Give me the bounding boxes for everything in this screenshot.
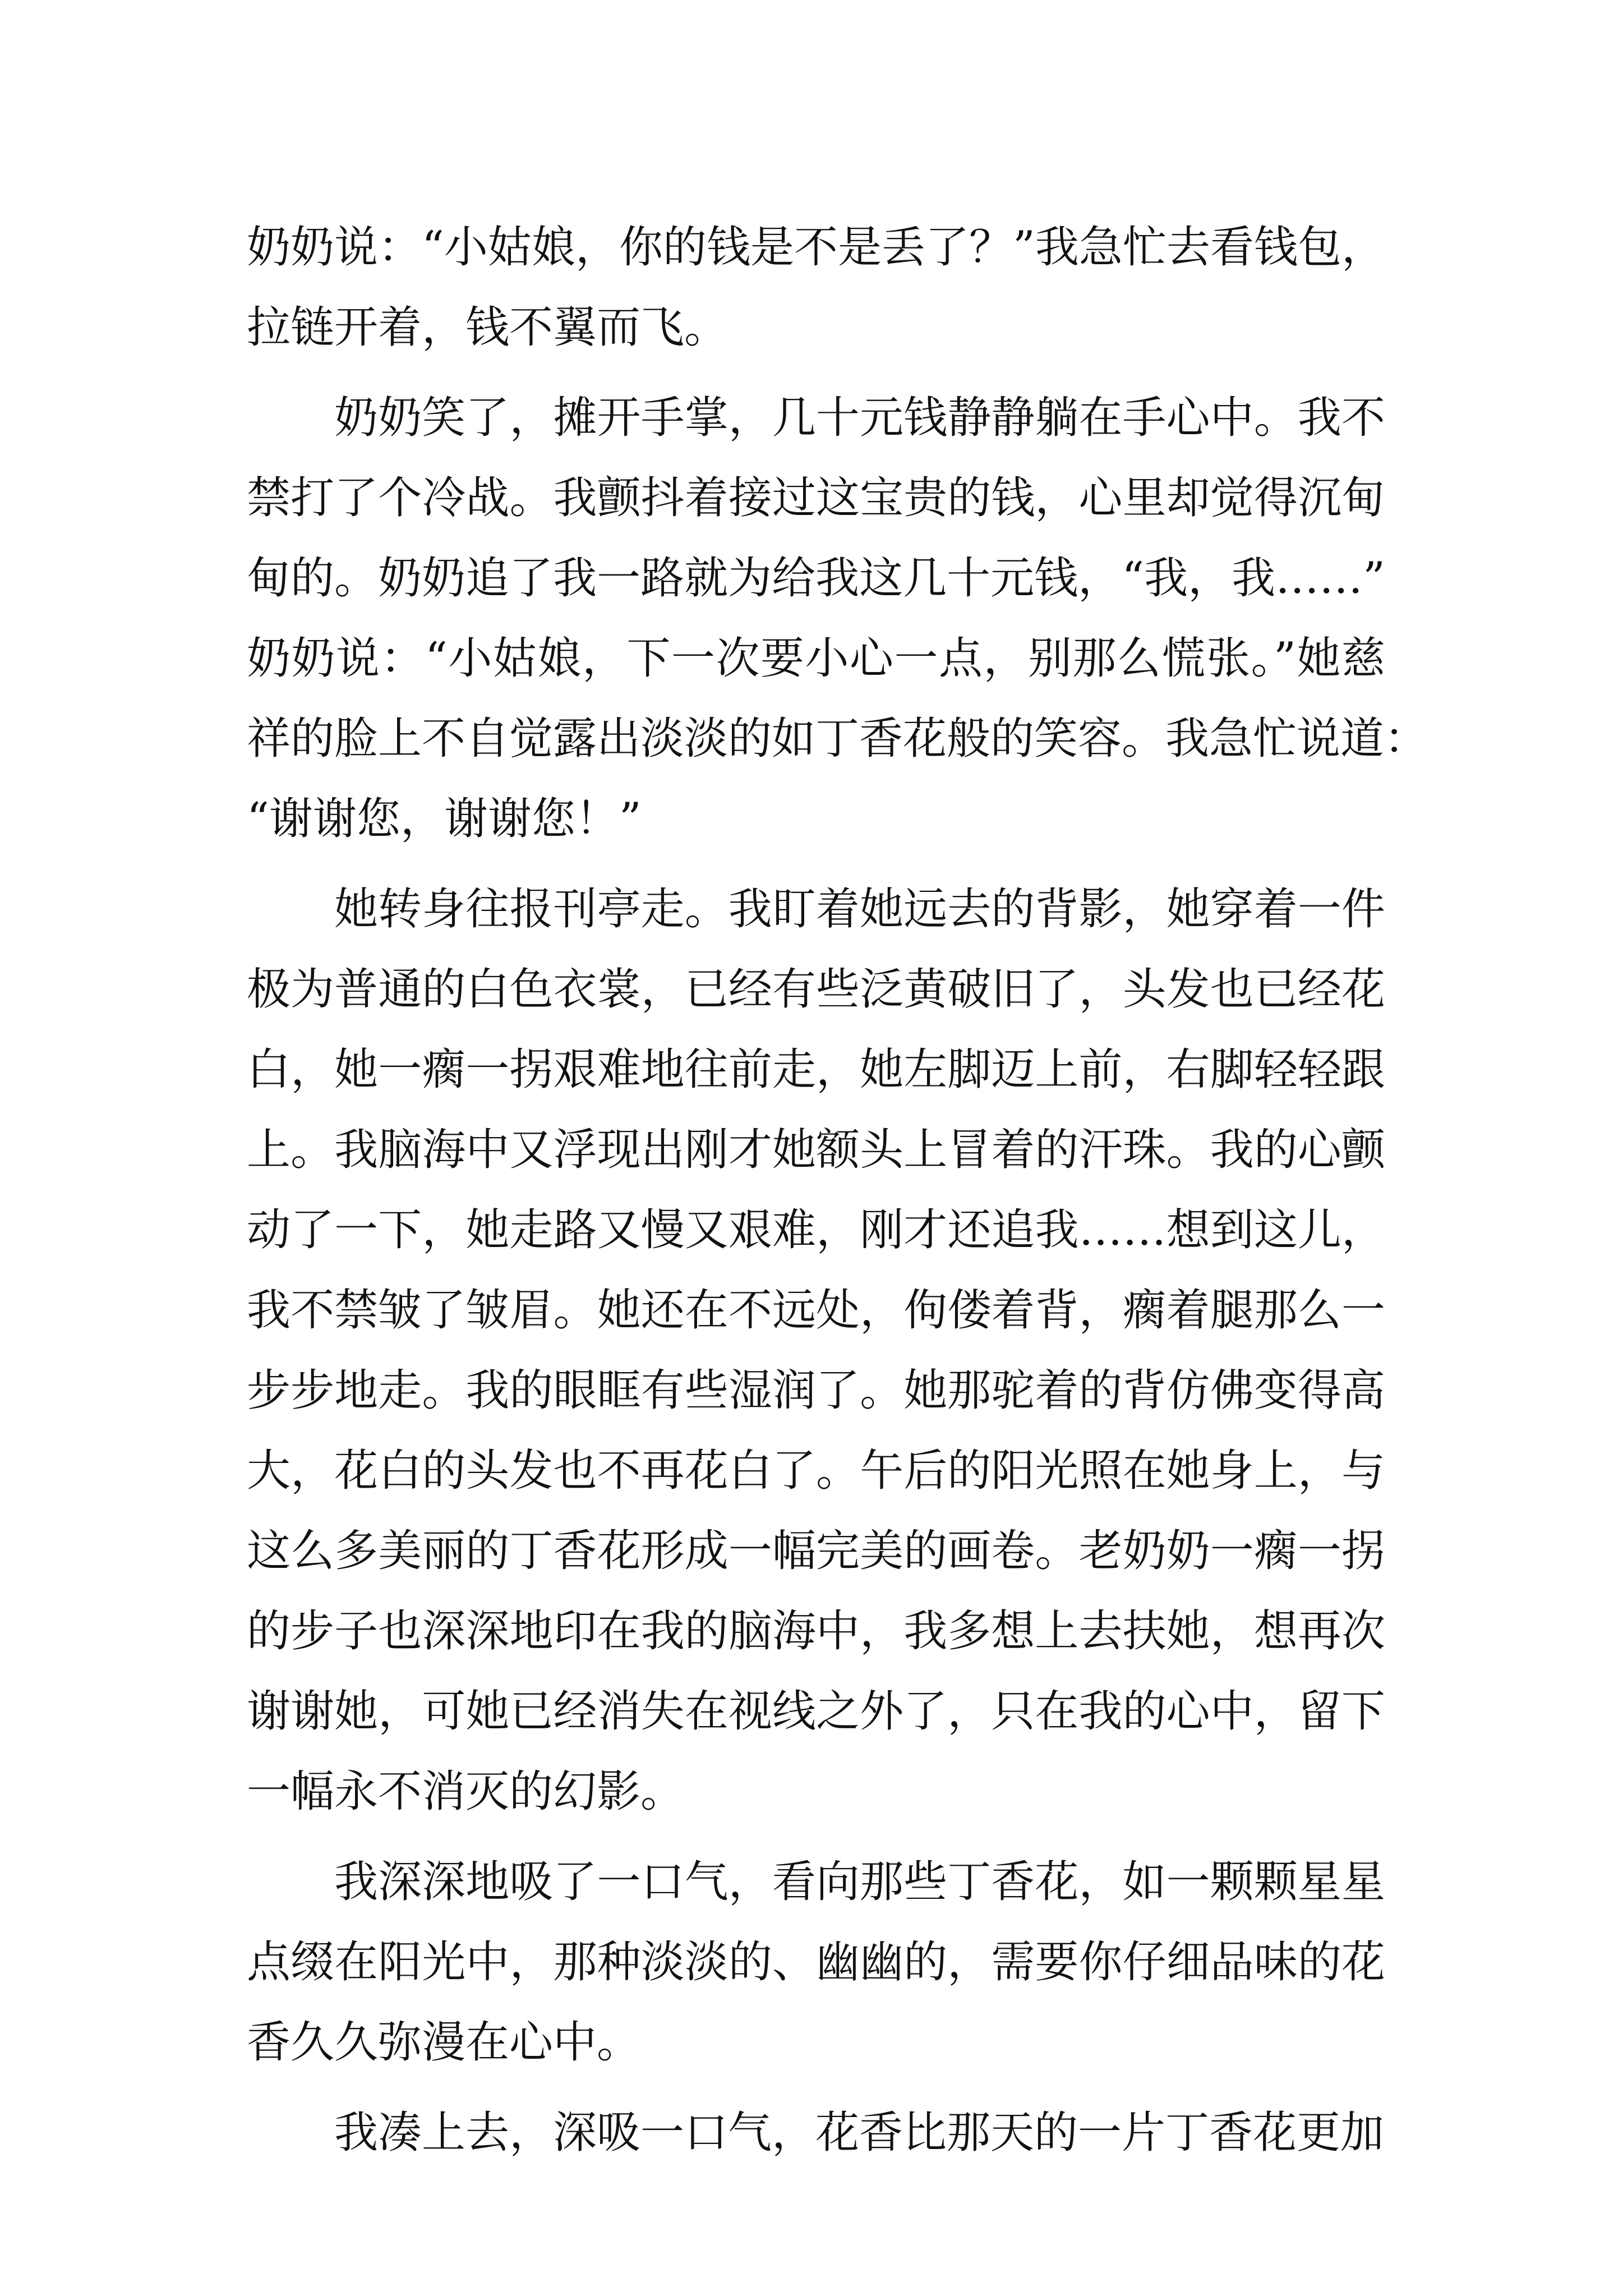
text-line: 极为普通的白色衣裳，已经有些泛黄破旧了，头发也已经花 bbox=[247, 964, 1385, 1015]
paragraph bbox=[247, 378, 1428, 859]
text-line: 大，花白的头发也不再花白了。午后的阳光照在她身上，与 bbox=[247, 1446, 1385, 1496]
text-line: 白，她一瘸一拐艰难地往前走，她左脚迈上前，右脚轻轻跟 bbox=[247, 1045, 1385, 1095]
text-line: 一幅永不消灭的幻影。 bbox=[247, 1766, 685, 1817]
text-line: 谢谢她，可她已经消失在视线之外了，只在我的心中，留下 bbox=[247, 1686, 1385, 1737]
paragraph-gap bbox=[247, 859, 1385, 869]
text-line: 动了一下，她走路又慢又艰难，刚才还追我……想到这儿， bbox=[247, 1205, 1385, 1255]
text-line: 点缀在阳光中，那种淡淡的、幽幽的，需要你仔细品味的花 bbox=[247, 1937, 1385, 1987]
text-line: 拉链开着，钱不翼而飞。 bbox=[247, 302, 728, 353]
text-line: 步步地走。我的眼眶有些湿润了。她那驼着的背仿佛变得高 bbox=[247, 1365, 1385, 1416]
text-line: 我深深地吸了一口气，看向那些丁香花，如一颗颗星星 bbox=[334, 1857, 1385, 1907]
text-line: 我不禁皱了皱眉。她还在不远处，佝偻着背，瘸着腿那么一 bbox=[247, 1285, 1385, 1336]
text-line: 奶奶说：“小姑娘，你的钱是不是丢了？”我急忙去看钱包， bbox=[247, 222, 1385, 273]
text-line: 禁打了个冷战。我颤抖着接过这宝贵的钱，心里却觉得沉甸 bbox=[247, 473, 1385, 523]
paragraph bbox=[247, 208, 1385, 368]
paragraph-gap bbox=[247, 2083, 1385, 2093]
paragraph-gap bbox=[247, 368, 1385, 378]
text-line: 香久久弥漫在心中。 bbox=[247, 2017, 641, 2068]
paragraph bbox=[247, 869, 1385, 1832]
text-line: 奶奶笑了，摊开手掌，几十元钱静静躺在手心中。我不 bbox=[334, 393, 1385, 443]
text-line: 她转身往报刊亭走。我盯着她远去的背影，她穿着一件 bbox=[334, 884, 1385, 935]
paragraph bbox=[247, 1842, 1385, 2083]
text-line: 祥的脸上不自觉露出淡淡的如丁香花般的笑容。我急忙说道： bbox=[247, 714, 1428, 764]
text-line: 甸的。奶奶追了我一路就为给我这几十元钱，“我，我……” bbox=[247, 553, 1385, 604]
paragraph-gap bbox=[247, 1832, 1385, 1842]
text-line: 奶奶说：“小姑娘，下一次要小心一点，别那么慌张。”她慈 bbox=[247, 633, 1385, 684]
text-line: 我凑上去，深吸一口气，花香比那天的一片丁香花更加 bbox=[334, 2108, 1385, 2158]
text-line: 的步子也深深地印在我的脑海中，我多想上去扶她，想再次 bbox=[247, 1606, 1385, 1657]
text-line: “谢谢您，谢谢您！” bbox=[247, 794, 642, 844]
text-line: 上。我脑海中又浮现出刚才她额头上冒着的汗珠。我的心颤 bbox=[247, 1125, 1385, 1175]
paragraph bbox=[247, 2093, 1385, 2173]
text-line: 这么多美丽的丁香花形成一幅完美的画卷。老奶奶一瘸一拐 bbox=[247, 1526, 1385, 1576]
document-body bbox=[247, 208, 1428, 2173]
